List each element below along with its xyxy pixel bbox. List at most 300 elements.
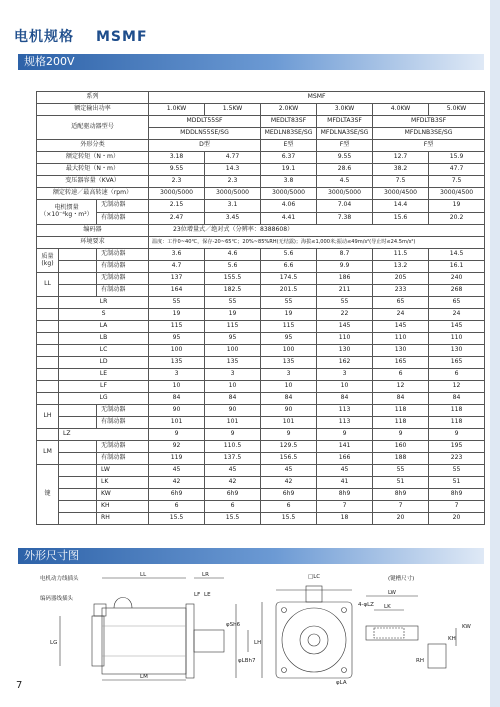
value-cell: 6 xyxy=(261,501,317,513)
label-lz: 4-φLZ xyxy=(358,602,374,608)
value-cell: 2.3 xyxy=(149,176,205,188)
sub-label-no-brake: 无制动器 xyxy=(97,200,149,213)
row-label-lz: LZ xyxy=(59,429,149,441)
table-row xyxy=(37,200,485,213)
table-row xyxy=(37,140,485,152)
value-cell: 8h9 xyxy=(317,489,373,501)
table-row xyxy=(37,104,485,116)
table-row xyxy=(37,309,485,321)
value-cell: 2.15 xyxy=(149,200,205,213)
table-row xyxy=(37,116,485,128)
motor-flange-side xyxy=(186,604,194,678)
label-lb: φLBh7 xyxy=(238,658,256,664)
value-cell: F型 xyxy=(373,140,485,152)
value-cell: 3000/5000 xyxy=(205,188,261,200)
value-cell: MDDLT55SF xyxy=(149,116,261,128)
value-cell: 38.2 xyxy=(373,164,429,176)
label-motor-cable: 电机动力线插头 xyxy=(40,576,79,582)
table-row xyxy=(37,357,485,369)
value-cell: 55 xyxy=(317,297,373,309)
value-cell: MEDLT83SF xyxy=(261,116,317,128)
value-cell: 8.7 xyxy=(317,249,373,261)
value-cell: 95 xyxy=(205,333,261,345)
value-cell: 100 xyxy=(261,345,317,357)
value-cell: 118 xyxy=(429,405,485,417)
value-cell: 4.7 xyxy=(149,261,205,273)
value-cell: 166 xyxy=(317,453,373,465)
row-label-dim: LR xyxy=(59,297,149,309)
value-cell: 19 xyxy=(261,309,317,321)
value-cell: 174.5 xyxy=(261,273,317,285)
value-cell: 5.6 xyxy=(205,261,261,273)
row-label-dim: S xyxy=(59,309,149,321)
value-cell: 205 xyxy=(373,273,429,285)
row-label-key: 键 xyxy=(37,465,59,525)
value-cell: 6h9 xyxy=(149,489,205,501)
mount-hole xyxy=(342,608,347,613)
label-le: LE xyxy=(204,592,211,598)
value-cell: 3000/5000 xyxy=(317,188,373,200)
value-cell: 118 xyxy=(429,417,485,429)
value-cell: 3000/4500 xyxy=(373,188,429,200)
value-cell: 15.5 xyxy=(261,513,317,525)
sub-label-no-brake: 无制动器 xyxy=(97,249,149,261)
table-row xyxy=(37,297,485,309)
table-row xyxy=(37,489,485,501)
value-cell: 9.9 xyxy=(317,261,373,273)
value-cell: 84 xyxy=(149,393,205,405)
row-label-transformer: 变压器容量（KVA） xyxy=(37,176,149,188)
value-cell: 3000/5000 xyxy=(261,188,317,200)
spacer-cell xyxy=(59,489,97,501)
label-kw: KW xyxy=(462,624,471,630)
value-cell: 3 xyxy=(317,369,373,381)
value-cell: 6 xyxy=(205,501,261,513)
value-cell: 101 xyxy=(149,417,205,429)
value-cell: 3.18 xyxy=(149,152,205,164)
label-lh: LH xyxy=(254,640,262,646)
value-cell: MFDLTB3SF xyxy=(373,116,485,128)
value-cell: 195 xyxy=(429,441,485,453)
value-cell: 129.5 xyxy=(261,441,317,453)
label-rh: RH xyxy=(416,658,424,664)
shaft-circle xyxy=(308,634,320,646)
value-cell: 268 xyxy=(429,285,485,297)
value-cell: 10 xyxy=(317,381,373,393)
value-cell: 6 xyxy=(373,369,429,381)
value-cell: 42 xyxy=(149,477,205,489)
value-cell: 24 xyxy=(429,309,485,321)
value-cell: E型 xyxy=(261,140,317,152)
table-row xyxy=(37,164,485,176)
spacer-cell xyxy=(37,309,59,321)
value-cell: 20 xyxy=(429,513,485,525)
value-cell: 11.5 xyxy=(373,249,429,261)
row-label-env: 环境要求 xyxy=(37,237,149,249)
value-cell: 135 xyxy=(205,357,261,369)
value-cell: 14.4 xyxy=(373,200,429,213)
value-cell: 45 xyxy=(261,465,317,477)
value-cell: 18 xyxy=(317,513,373,525)
value-cell: 4.6 xyxy=(205,249,261,261)
value-cell: 7.04 xyxy=(317,200,373,213)
motor-body-side xyxy=(102,608,186,674)
table-row xyxy=(37,477,485,489)
value-cell: 6 xyxy=(429,369,485,381)
value-cell: 9 xyxy=(373,429,429,441)
label-lf: LF xyxy=(194,592,201,598)
value-cell: 4.77 xyxy=(205,152,261,164)
row-label-series: 系列 xyxy=(37,92,149,104)
sub-label-brake: 有制动器 xyxy=(97,212,149,225)
value-cell: 65 xyxy=(373,297,429,309)
row-label-lm: LM xyxy=(37,441,59,465)
inertia-label-2: （×10⁻⁴kg・m²） xyxy=(40,211,93,218)
label-lw: LW xyxy=(388,590,396,596)
row-label-encoder: 编码器 xyxy=(37,225,149,237)
value-cell: 90 xyxy=(205,405,261,417)
value-cell: 7 xyxy=(373,501,429,513)
value-cell: 10 xyxy=(149,381,205,393)
value-cell: D型 xyxy=(149,140,261,152)
value-cell: MFDLTA3SF xyxy=(317,116,373,128)
table-row xyxy=(37,405,485,417)
value-cell: 118 xyxy=(373,405,429,417)
spacer-cell xyxy=(37,333,59,345)
value-cell: 115 xyxy=(205,321,261,333)
value-cell: 41 xyxy=(317,477,373,489)
spacer-cell xyxy=(59,465,97,477)
label-kh: KH xyxy=(448,636,456,642)
row-label-driver: 适配驱动器型号 xyxy=(37,116,149,140)
value-cell: 118 xyxy=(373,417,429,429)
spacer-cell xyxy=(37,393,59,405)
page-number: 7 xyxy=(16,680,23,691)
value-cell: 110 xyxy=(429,333,485,345)
value-cell: 55 xyxy=(373,465,429,477)
value-cell: 141 xyxy=(317,441,373,453)
value-cell: 110.5 xyxy=(205,441,261,453)
spacer-cell xyxy=(59,417,97,429)
row-label-inertia xyxy=(37,200,97,225)
value-cell: 2.47 xyxy=(149,212,205,225)
value-cell: 101 xyxy=(261,417,317,429)
table-row xyxy=(37,92,485,104)
value-cell: 165 xyxy=(429,357,485,369)
label-la: φLA xyxy=(336,680,347,686)
value-cell: 4.0KW xyxy=(373,104,429,116)
table-row xyxy=(37,429,485,441)
page-title-text: 电机规格 xyxy=(14,29,74,45)
value-cell: 20.2 xyxy=(429,212,485,225)
value-cell: 14.3 xyxy=(205,164,261,176)
value-cell: 12 xyxy=(373,381,429,393)
value-cell: 160 xyxy=(373,441,429,453)
value-cell: 6.6 xyxy=(261,261,317,273)
sub-label-brake: 有制动器 xyxy=(97,417,149,429)
table-row xyxy=(37,188,485,200)
value-cell: 95 xyxy=(149,333,205,345)
row-label-mass xyxy=(37,249,59,273)
value-cell: 7.5 xyxy=(429,176,485,188)
value-cell: 3.45 xyxy=(205,212,261,225)
value-cell: 19.1 xyxy=(261,164,317,176)
sub-label-brake: 有制动器 xyxy=(97,261,149,273)
value-cell: 温度：工作0~40℃，保存-20~65℃；20%~85%RH(无结露)；海拔≤1,000米;振动≤49m/s²(导止时≤24.5m/s²) xyxy=(149,237,485,249)
spacer-cell xyxy=(59,273,97,285)
value-cell: 9 xyxy=(149,429,205,441)
spec-table xyxy=(36,91,485,525)
value-cell: 4.41 xyxy=(261,212,317,225)
value-cell: 1.5KW xyxy=(205,104,261,116)
label-ll: LL xyxy=(140,572,147,578)
value-cell: 137 xyxy=(149,273,205,285)
value-cell: 90 xyxy=(261,405,317,417)
sub-label-no-brake: 无制动器 xyxy=(97,441,149,453)
value-cell: 9.55 xyxy=(149,164,205,176)
value-cell: 15.9 xyxy=(429,152,485,164)
value-cell: 3.0KW xyxy=(317,104,373,116)
value-cell: 100 xyxy=(149,345,205,357)
value-cell: 155.5 xyxy=(205,273,261,285)
value-cell: 55 xyxy=(429,465,485,477)
value-cell: 4.06 xyxy=(261,200,317,213)
value-cell: 3000/4500 xyxy=(429,188,485,200)
section-header-dimensions: 外形尺寸图 xyxy=(18,548,484,564)
value-cell: MEDLN83SE/SG xyxy=(261,128,317,140)
value-cell: 145 xyxy=(373,321,429,333)
table-row xyxy=(37,273,485,285)
mount-hole xyxy=(342,668,347,673)
spacer-cell xyxy=(37,381,59,393)
value-cell: 84 xyxy=(429,393,485,405)
value-cell: 100 xyxy=(205,345,261,357)
table-row xyxy=(37,225,485,237)
value-cell: 186 xyxy=(317,273,373,285)
spacer-cell xyxy=(59,513,97,525)
row-label-max-torque: 最大转矩（N・m） xyxy=(37,164,149,176)
value-cell: MDDLN55SE/SG xyxy=(149,128,261,140)
page-edge-band xyxy=(490,0,500,707)
spacer-cell xyxy=(59,285,97,297)
value-cell: 164 xyxy=(149,285,205,297)
value-cell: 22 xyxy=(317,309,373,321)
value-cell: 84 xyxy=(261,393,317,405)
encoder-connector xyxy=(94,604,106,616)
table-row xyxy=(37,453,485,465)
row-label-speed: 额定转速／最高转速（rpm） xyxy=(37,188,149,200)
value-cell: 3.1 xyxy=(205,200,261,213)
value-cell: F型 xyxy=(317,140,373,152)
value-cell: 130 xyxy=(429,345,485,357)
pilot-circle xyxy=(300,626,328,654)
value-cell: 10 xyxy=(205,381,261,393)
label-lm: LM xyxy=(140,674,148,680)
table-row xyxy=(37,381,485,393)
row-label-dim: LD xyxy=(59,357,149,369)
value-cell: 84 xyxy=(317,393,373,405)
row-label-dim: LB xyxy=(59,333,149,345)
value-cell: 14.5 xyxy=(429,249,485,261)
value-cell: 95 xyxy=(261,333,317,345)
value-cell: 3 xyxy=(261,369,317,381)
spacer-cell xyxy=(59,501,97,513)
value-cell: 240 xyxy=(429,273,485,285)
value-cell: 135 xyxy=(149,357,205,369)
value-cell: 7 xyxy=(429,501,485,513)
power-connector xyxy=(114,598,132,609)
value-cell: 3 xyxy=(149,369,205,381)
table-row xyxy=(37,176,485,188)
row-label-dim: LE xyxy=(59,369,149,381)
value-cell: 9 xyxy=(205,429,261,441)
value-cell: 7.38 xyxy=(317,212,373,225)
value-cell: MFDLNA3SE/SG xyxy=(317,128,373,140)
value-cell: 9 xyxy=(261,429,317,441)
value-cell: 65 xyxy=(429,297,485,309)
spacer-cell xyxy=(59,261,97,273)
row-label-dim: LA xyxy=(59,321,149,333)
row-label-key-dim: RH xyxy=(97,513,149,525)
value-cell: 156.5 xyxy=(261,453,317,465)
spacer-cell xyxy=(37,369,59,381)
value-cell: 3.6 xyxy=(149,249,205,261)
value-cell: 130 xyxy=(317,345,373,357)
table-row xyxy=(37,441,485,453)
label-lg: LG xyxy=(50,640,58,646)
table-row xyxy=(37,321,485,333)
spacer-cell xyxy=(59,477,97,489)
value-cell: 55 xyxy=(205,297,261,309)
value-cell: 2.3 xyxy=(205,176,261,188)
mass-label-2: (kg) xyxy=(41,259,54,267)
value-cell: 145 xyxy=(317,321,373,333)
value-cell: 211 xyxy=(317,285,373,297)
value-cell: 15.6 xyxy=(373,212,429,225)
value-cell: 90 xyxy=(149,405,205,417)
value-cell: 110 xyxy=(373,333,429,345)
value-cell: 7.5 xyxy=(373,176,429,188)
table-row xyxy=(37,417,485,429)
label-lk: LK xyxy=(384,604,391,610)
sub-label-no-brake: 无制动器 xyxy=(97,405,149,417)
value-cell: 2.0KW xyxy=(261,104,317,116)
label-key-detail: (键槽尺寸) xyxy=(388,576,415,582)
spacer-cell xyxy=(59,441,97,453)
value-cell: 12.7 xyxy=(373,152,429,164)
value-cell: MSMF xyxy=(149,92,485,104)
value-cell: 51 xyxy=(373,477,429,489)
row-label-key-dim: KH xyxy=(97,501,149,513)
value-cell: 84 xyxy=(205,393,261,405)
mass-label-1: 质量 xyxy=(41,252,54,260)
flange-circle xyxy=(282,608,346,672)
value-cell: 84 xyxy=(373,393,429,405)
row-label-key-dim: LK xyxy=(97,477,149,489)
table-row xyxy=(37,345,485,357)
value-cell: 188 xyxy=(373,453,429,465)
value-cell: 119 xyxy=(149,453,205,465)
value-cell: 223 xyxy=(429,453,485,465)
value-cell: 19 xyxy=(205,309,261,321)
value-cell: 3 xyxy=(205,369,261,381)
spacer-cell xyxy=(37,357,59,369)
value-cell: 162 xyxy=(317,357,373,369)
value-cell: 45 xyxy=(317,465,373,477)
value-cell: 135 xyxy=(261,357,317,369)
table-row xyxy=(37,212,485,225)
value-cell: 9 xyxy=(317,429,373,441)
motor-shaft-side xyxy=(194,630,224,652)
spacer-cell xyxy=(59,249,97,261)
sub-label-brake: 有制动器 xyxy=(97,453,149,465)
value-cell: 182.5 xyxy=(205,285,261,297)
value-cell: 8h9 xyxy=(373,489,429,501)
row-label-lh: LH xyxy=(37,405,59,429)
value-cell: 45 xyxy=(205,465,261,477)
value-cell: 3000/5000 xyxy=(149,188,205,200)
motor-flange-front xyxy=(276,602,352,678)
table-row xyxy=(37,261,485,273)
table-row xyxy=(37,369,485,381)
value-cell: 9 xyxy=(429,429,485,441)
value-cell: 16.1 xyxy=(429,261,485,273)
value-cell: 115 xyxy=(261,321,317,333)
value-cell: 165 xyxy=(373,357,429,369)
connector-front xyxy=(306,586,322,602)
page-title-model: MSMF xyxy=(96,29,148,45)
value-cell: 51 xyxy=(429,477,485,489)
value-cell: 145 xyxy=(429,321,485,333)
row-label-dim: LC xyxy=(59,345,149,357)
row-label-rated-output: 额定输出功率 xyxy=(37,104,149,116)
value-cell: 115 xyxy=(149,321,205,333)
value-cell: 55 xyxy=(149,297,205,309)
value-cell: 137.5 xyxy=(205,453,261,465)
dimension-drawing xyxy=(36,566,484,686)
value-cell: 6h9 xyxy=(261,489,317,501)
label-encoder-cable: 编码器线插头 xyxy=(40,596,74,602)
row-label-frame: 外形分类 xyxy=(37,140,149,152)
value-cell: 47.7 xyxy=(429,164,485,176)
value-cell: 12 xyxy=(429,381,485,393)
spacer-cell xyxy=(37,321,59,333)
value-cell: 15.5 xyxy=(149,513,205,525)
table-row xyxy=(37,501,485,513)
key-section-detail xyxy=(428,644,446,668)
spacer-cell xyxy=(59,453,97,465)
value-cell: 42 xyxy=(205,477,261,489)
value-cell: 15.5 xyxy=(205,513,261,525)
value-cell: 3.8 xyxy=(261,176,317,188)
value-cell: 23位增量式／绝对式（分辨率：8388608） xyxy=(149,225,485,237)
value-cell: MFDLNB3SE/SG xyxy=(373,128,485,140)
spacer-cell xyxy=(37,429,59,441)
sub-label-brake: 有制动器 xyxy=(97,285,149,297)
mount-hole xyxy=(282,608,287,613)
value-cell: 28.6 xyxy=(317,164,373,176)
table-row xyxy=(37,393,485,405)
value-cell: 42 xyxy=(261,477,317,489)
table-row xyxy=(37,249,485,261)
label-lr: LR xyxy=(202,572,209,578)
sub-label-no-brake: 无制动器 xyxy=(97,273,149,285)
label-lc: □LC xyxy=(308,574,321,580)
mount-hole xyxy=(282,668,287,673)
value-cell: 130 xyxy=(373,345,429,357)
row-label-ll: LL xyxy=(37,273,59,297)
value-cell: 9.55 xyxy=(317,152,373,164)
